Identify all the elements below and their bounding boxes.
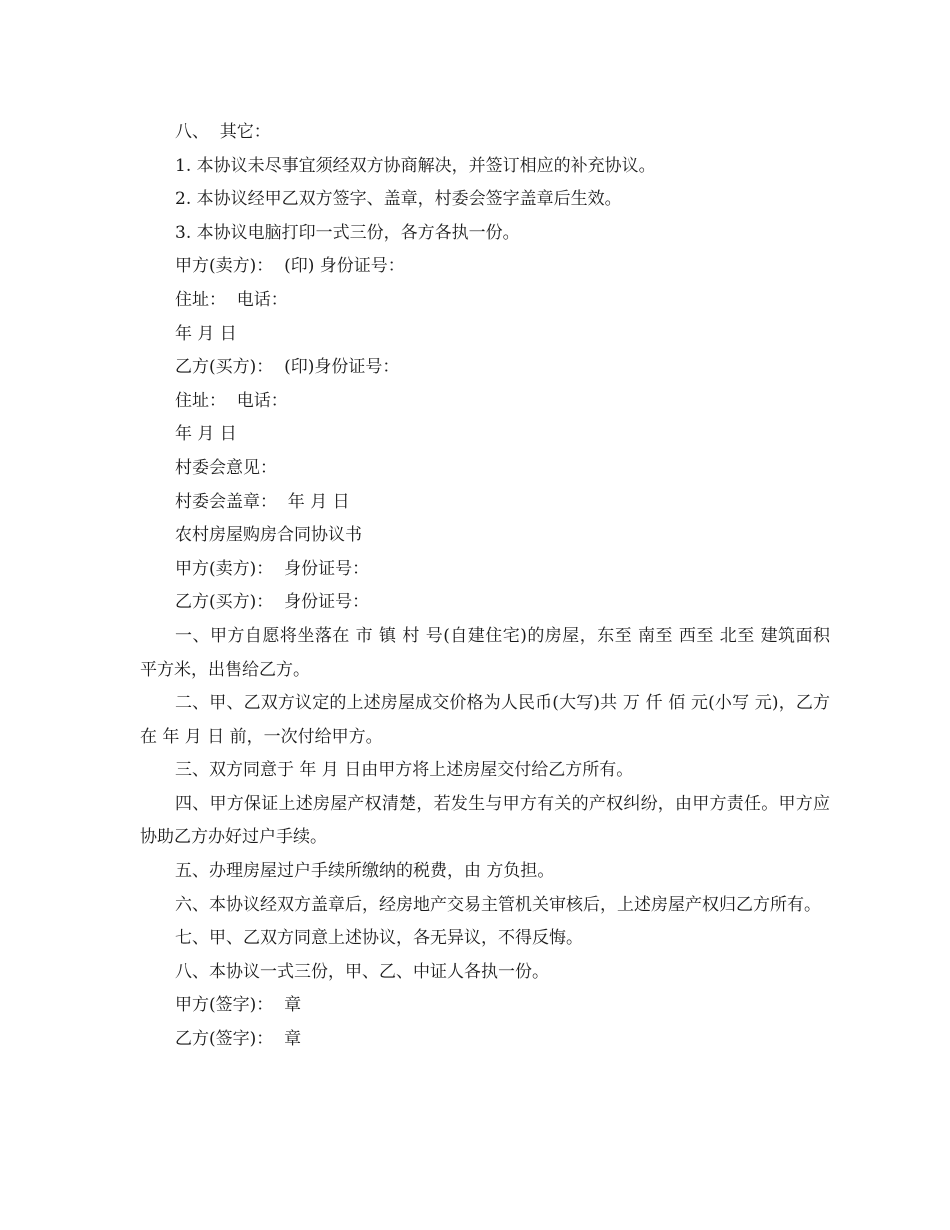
article-2: 二、甲、乙双方议定的上述房屋成交价格为人民币(大写)共 万 仟 佰 元(小写 元)，乙方在 年 月 日 前，一次付给甲方。	[140, 693, 830, 747]
party-a-address-line: 住址： 电话：	[175, 289, 288, 310]
party-b-id-line: 乙方(买方)： 身份证号：	[175, 592, 370, 613]
article-8: 八、本协议一式三份，甲、乙、中证人各执一份。	[175, 961, 549, 982]
party-a-date-line: 年 月 日	[175, 323, 237, 344]
party-a-signature: 甲方(签字)： 章	[175, 995, 302, 1016]
party-b-signature: 乙方(签字)： 章	[175, 1029, 302, 1050]
contract-title: 农村房屋购房合同协议书	[175, 525, 362, 546]
section-heading-other: 八、 其它：	[175, 122, 271, 142]
village-committee-seal: 村委会盖章： 年 月 日	[175, 491, 350, 512]
party-a-seller-line: 甲方(卖方)： (印) 身份证号：	[175, 256, 405, 277]
article-6: 六、本协议经双方盖章后，经房地产交易主管机关审核后，上述房屋产权归乙方所有。	[175, 894, 821, 915]
article-5: 五、办理房屋过户手续所缴纳的税费，由 方负担。	[175, 861, 555, 882]
article-1: 一、甲方自愿将坐落在 市 镇 村 号(自建住宅)的房屋，东至 南至 西至 北至 建筑面积 平方米，出售给乙方。	[140, 625, 830, 680]
article-7: 七、甲、乙双方同意上述协议，各无异议，不得反悔。	[175, 928, 583, 949]
article-4: 四、甲方保证上述房屋产权清楚，若发生与甲方有关的产权纠纷，由甲方责任。甲方应协助乙方办好过户手续。	[140, 793, 830, 848]
article-3: 三、双方同意于 年 月 日由甲方将上述房屋交付给乙方所有。	[175, 760, 634, 781]
party-a-id-line: 甲方(卖方)： 身份证号：	[175, 558, 370, 579]
party-b-buyer-line: 乙方(买方)： (印)身份证号：	[175, 357, 400, 378]
document-body	[140, 116, 830, 1057]
village-committee-opinion: 村委会意见：	[175, 457, 277, 478]
clause-2: 2. 本协议经甲乙双方签字、盖章，村委会签字盖章后生效。	[175, 189, 622, 210]
party-b-address-line: 住址： 电话：	[175, 390, 288, 411]
clause-3: 3. 本协议电脑打印一式三份，各方各执一份。	[175, 222, 520, 243]
clause-1: 1. 本协议未尽事宜须经双方协商解决，并签订相应的补充协议。	[175, 155, 656, 176]
party-b-date-line: 年 月 日	[175, 424, 237, 445]
